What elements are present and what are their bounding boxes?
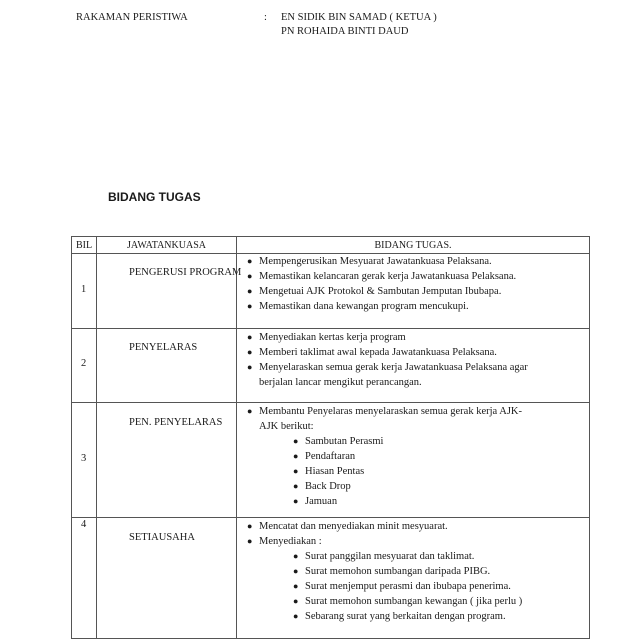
list-item: ● Mempengerusikan Mesyuarat Jawatankuasa Pelaksana. <box>247 256 492 267</box>
list-item: ● Memastikan kelancaran gerak kerja Jawatankuasa Pelaksana. <box>247 271 517 282</box>
duties-table <box>71 236 590 639</box>
committee-name: PEN. PENYELARAS <box>129 417 223 428</box>
table-header-row <box>72 237 590 254</box>
duties-cell <box>237 254 590 329</box>
header-committee: JAWATANKUASA <box>97 237 237 254</box>
list-item: ● Menyelaraskan semua gerak kerja Jawatankuasa Pelaksana agar <box>247 362 528 373</box>
event-record-label: RAKAMAN PERISTIWA <box>76 12 188 23</box>
row-number: 2 <box>81 358 87 369</box>
row-number-cell <box>72 329 97 403</box>
section-title: BIDANG TUGAS <box>108 190 201 204</box>
second-person-name: PN ROHAIDA BINTI DAUD <box>281 26 409 37</box>
duties-cell <box>237 403 590 518</box>
row-number-cell <box>72 254 97 329</box>
row-number: 3 <box>81 453 87 464</box>
committee-name: PENGERUSI PROGRAM <box>129 267 242 278</box>
list-item: ● Back Drop <box>293 481 351 492</box>
list-item: ● Surat memohon sumbangan daripada PIBG. <box>293 566 491 577</box>
list-item: ● Sebarang surat yang berkaitan dengan program. <box>293 611 506 622</box>
chairperson-name: EN SIDIK BIN SAMAD ( KETUA ) <box>281 12 437 23</box>
list-item: ● Menyediakan kertas kerja program <box>247 332 406 343</box>
list-item: ● Jamuan <box>293 496 338 507</box>
row-number: 4 <box>81 519 87 530</box>
row-number-cell <box>72 403 97 518</box>
header-colon: : <box>264 12 267 23</box>
committee-name: PENYELARAS <box>129 342 198 353</box>
committee-cell <box>97 403 237 518</box>
list-item: AJK berikut: <box>259 421 314 432</box>
committee-name: SETIAUSAHA <box>129 532 195 543</box>
list-item: ● Membantu Penyelaras menyelaraskan semua gerak kerja AJK- <box>247 406 522 417</box>
list-item: ● Mengetuai AJK Protokol & Sambutan Jemputan Ibubapa. <box>247 286 502 297</box>
header-duties: BIDANG TUGAS. <box>237 237 590 254</box>
duties-cell <box>237 518 590 639</box>
header-bil: BIL <box>72 237 97 254</box>
list-item: ● Mencatat dan menyediakan minit mesyuarat. <box>247 521 448 532</box>
list-item: ● Surat panggilan mesyuarat dan taklimat. <box>293 551 475 562</box>
list-item: ● Memberi taklimat awal kepada Jawatankuasa Pelaksana. <box>247 347 497 358</box>
row-number: 1 <box>81 284 87 295</box>
table-row <box>72 329 590 403</box>
list-item: ● Sambutan Perasmi <box>293 436 384 447</box>
committee-cell <box>97 329 237 403</box>
duties-cell <box>237 329 590 403</box>
committee-cell <box>97 254 242 329</box>
list-item: ● Surat memohon sumbangan kewangan ( jika perlu ) <box>293 596 523 607</box>
list-item: berjalan lancar mengikut perancangan. <box>259 377 422 388</box>
list-item: ● Pendaftaran <box>293 451 356 462</box>
list-item: ● Memastikan dana kewangan program mencukupi. <box>247 301 469 312</box>
table-row <box>72 518 590 639</box>
committee-cell <box>97 518 237 639</box>
list-item: ● Hiasan Pentas <box>293 466 365 477</box>
table-row <box>72 403 590 518</box>
list-item: ● Surat menjemput perasmi dan ibubapa penerima. <box>293 581 511 592</box>
row-number-cell <box>72 518 97 639</box>
list-item: ● Menyediakan : <box>247 536 322 547</box>
table-row <box>72 254 590 329</box>
